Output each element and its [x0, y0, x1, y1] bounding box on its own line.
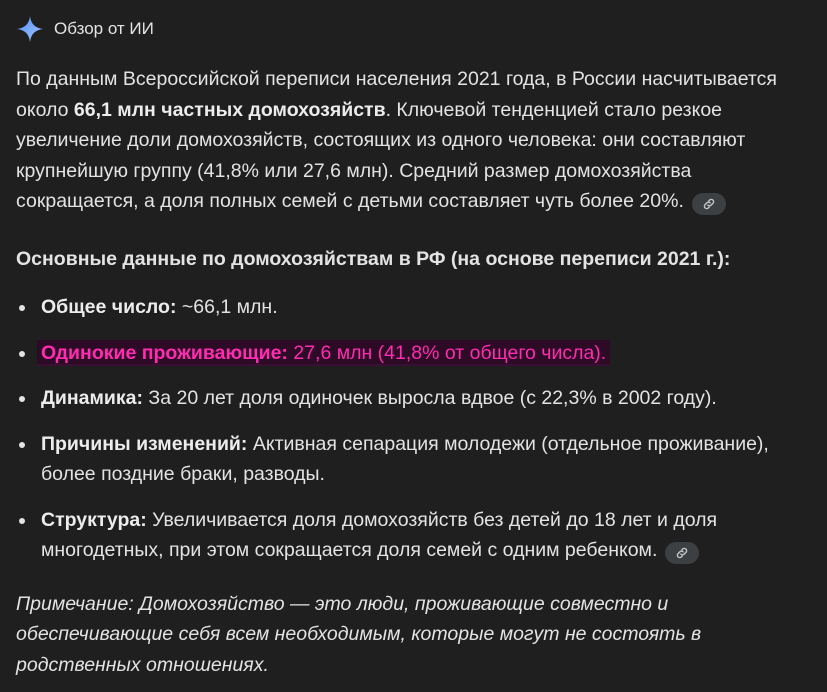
list-item-total [16, 292, 816, 323]
fact-text: 27,6 млн (41,8% от общего числа). [287, 341, 607, 364]
list-item-structure [16, 505, 816, 566]
fact-label: Причины изменений: [41, 432, 248, 455]
section-heading: Основные данные по домохозяйствам в РФ (на основе переписи 2021 г.): [16, 247, 731, 270]
summary-text-1: По данным Всероссийской переписи населения 2021 года, в России насчитывается около [16, 68, 777, 121]
fact-label: Одинокие проживающие: [41, 341, 288, 364]
fact-text: За 20 лет доля одиночек выросла вдвое (с 22,3% в 2002 году). [143, 387, 717, 409]
fact-label: Структура: [41, 508, 147, 531]
list-item-reasons [16, 429, 816, 490]
highlighted-fact [37, 340, 610, 366]
fact-label: Динамика: [41, 387, 144, 409]
facts-list [16, 292, 816, 566]
summary-paragraph [16, 64, 816, 217]
fact-text: ~66,1 млн. [176, 296, 278, 318]
summary-text-2: . Ключевой тенденцией стало резкое увеличение доли домохозяйств, состоящих из одного человека: они составляют крупнейшую группу (41,8% или 27,6 млн). Средний размер домохозяйства сокращается, а доля полных семей с детьми составляет чуть более 20%. [16, 98, 746, 212]
fact-text: Увеличивается доля домохозяйств без детей до 18 лет и доля многодетных, при этом сокращается доля семей с одним ребенком. [41, 508, 718, 561]
fact-text: Активная сепарация молодежи (отдельное проживание), более поздние браки, разводы. [41, 432, 769, 485]
list-item-dynamics [16, 383, 816, 414]
ai-overview-content [16, 64, 816, 680]
sparkle-icon [16, 15, 44, 43]
summary-bold-text: 66,1 млн частных домохозяйств [73, 98, 386, 121]
list-item-single [16, 338, 816, 369]
source-link-button[interactable] [665, 542, 699, 564]
note-paragraph: Примечание: Домохозяйство — это люди, проживающие совместно и обеспечивающие себя всем необходимым, которые могут не состоять в родственных отношениях. [16, 592, 702, 676]
fact-label: Общее число: [41, 296, 177, 318]
ai-overview-title: Обзор от ИИ [54, 19, 154, 38]
link-icon [702, 197, 716, 211]
link-icon [675, 546, 689, 560]
ai-overview-header [16, 14, 154, 44]
source-link-button[interactable] [692, 193, 726, 215]
